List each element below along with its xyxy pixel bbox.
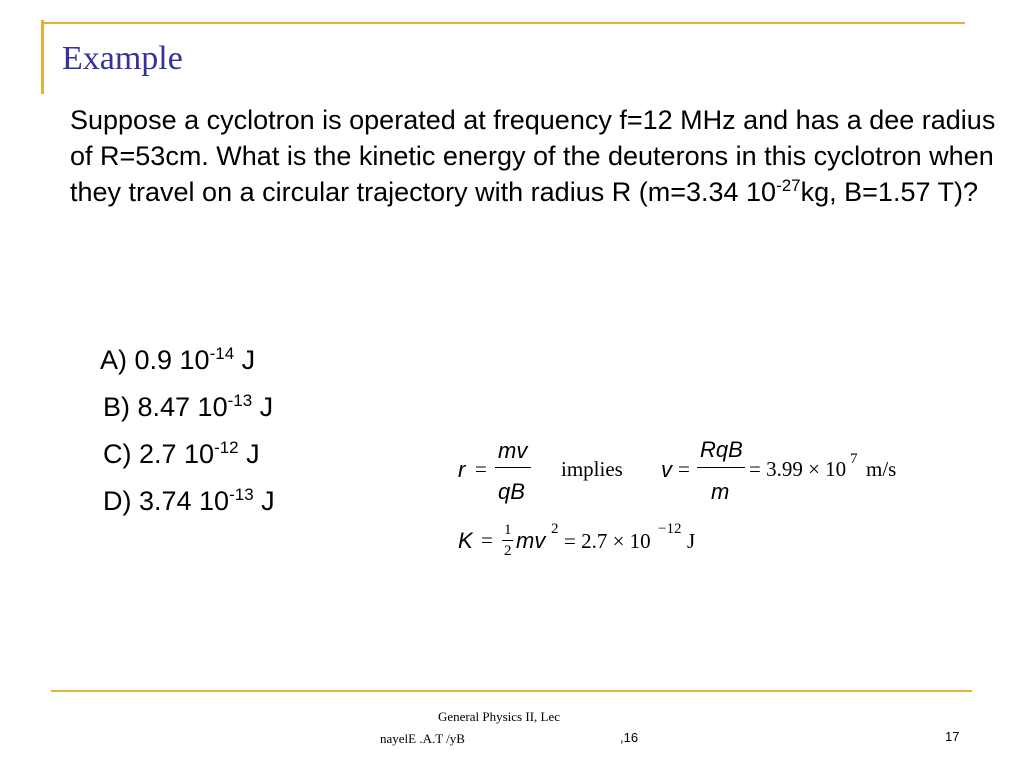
question-part1: Suppose a cyclotron is operated at frequency f=12 MHz and has a dee radius of R=53cm. What is the kinetic energy of the deuterons in this cyclotron when they travel on a circular trajectory with radius R (m=3.34 10: [70, 105, 996, 207]
formula-v-unit: m/s: [866, 457, 897, 481]
formula-K: K: [458, 528, 473, 553]
answer-b-text: B) 8.47 10: [103, 392, 228, 422]
answer-list: [100, 340, 275, 528]
question-part2: kg, B=1.57 T)?: [800, 177, 978, 207]
answer-b: [100, 387, 275, 434]
answer-d: [100, 481, 275, 528]
formula-half-den: 2: [504, 543, 512, 559]
solution-formula: [455, 433, 915, 573]
slide-title: Example: [62, 40, 183, 77]
answer-c: [100, 434, 275, 481]
formula-K-unit: J: [687, 529, 696, 553]
question-text: [70, 102, 1000, 210]
formula-eq1: =: [475, 457, 487, 481]
formula-r: r: [458, 457, 466, 482]
formula-half-num: 1: [504, 522, 512, 538]
answer-d-unit: J: [253, 486, 275, 516]
formula-mv2: mv: [516, 528, 546, 553]
answer-d-exponent: -13: [229, 485, 254, 504]
formula-qB: qB: [498, 479, 525, 504]
formula-K-value: = 2.7 × 10: [564, 529, 651, 553]
formula-implies: implies: [561, 457, 623, 481]
footer-course: General Physics II, Lec: [438, 709, 561, 724]
answer-a-exponent: -14: [209, 344, 235, 363]
answer-b-exponent: -13: [227, 391, 253, 410]
answer-c-text: C) 2.7 10: [103, 439, 215, 469]
formula-v: v: [661, 457, 672, 482]
formula-v-exponent: 7: [850, 451, 858, 467]
accent-bar-vertical: [41, 20, 44, 94]
accent-bar-top: [41, 22, 965, 24]
formula-K-exponent: −12: [658, 521, 682, 537]
answer-c-exponent: -12: [214, 438, 239, 457]
answer-d-text: D) 3.74 10: [103, 486, 230, 516]
footer-lecture-number: ,16: [620, 730, 639, 745]
formula-mv: mv: [498, 438, 528, 463]
page-number: 17: [945, 729, 960, 744]
formula-eq3: =: [481, 528, 493, 552]
formula-eq2: =: [678, 457, 690, 481]
formula-m: m: [711, 479, 730, 504]
answer-c-unit: J: [238, 439, 260, 469]
formula-square: 2: [551, 521, 559, 537]
answer-a: [100, 340, 275, 387]
answer-a-text: A) 0.9 10: [100, 345, 210, 375]
formula-v-value: = 3.99 × 10: [749, 457, 847, 481]
fraction-line-1: [495, 467, 531, 468]
accent-bar-bottom: [51, 690, 972, 692]
formula-RqB: RqB: [700, 437, 743, 462]
question-exponent: -27: [776, 176, 801, 195]
answer-a-unit: J: [234, 345, 256, 375]
fraction-line-3: [502, 540, 513, 541]
fraction-line-2: [697, 467, 745, 468]
footer-author: nayelE .A.T /yB: [380, 731, 465, 746]
answer-b-unit: J: [252, 392, 274, 422]
